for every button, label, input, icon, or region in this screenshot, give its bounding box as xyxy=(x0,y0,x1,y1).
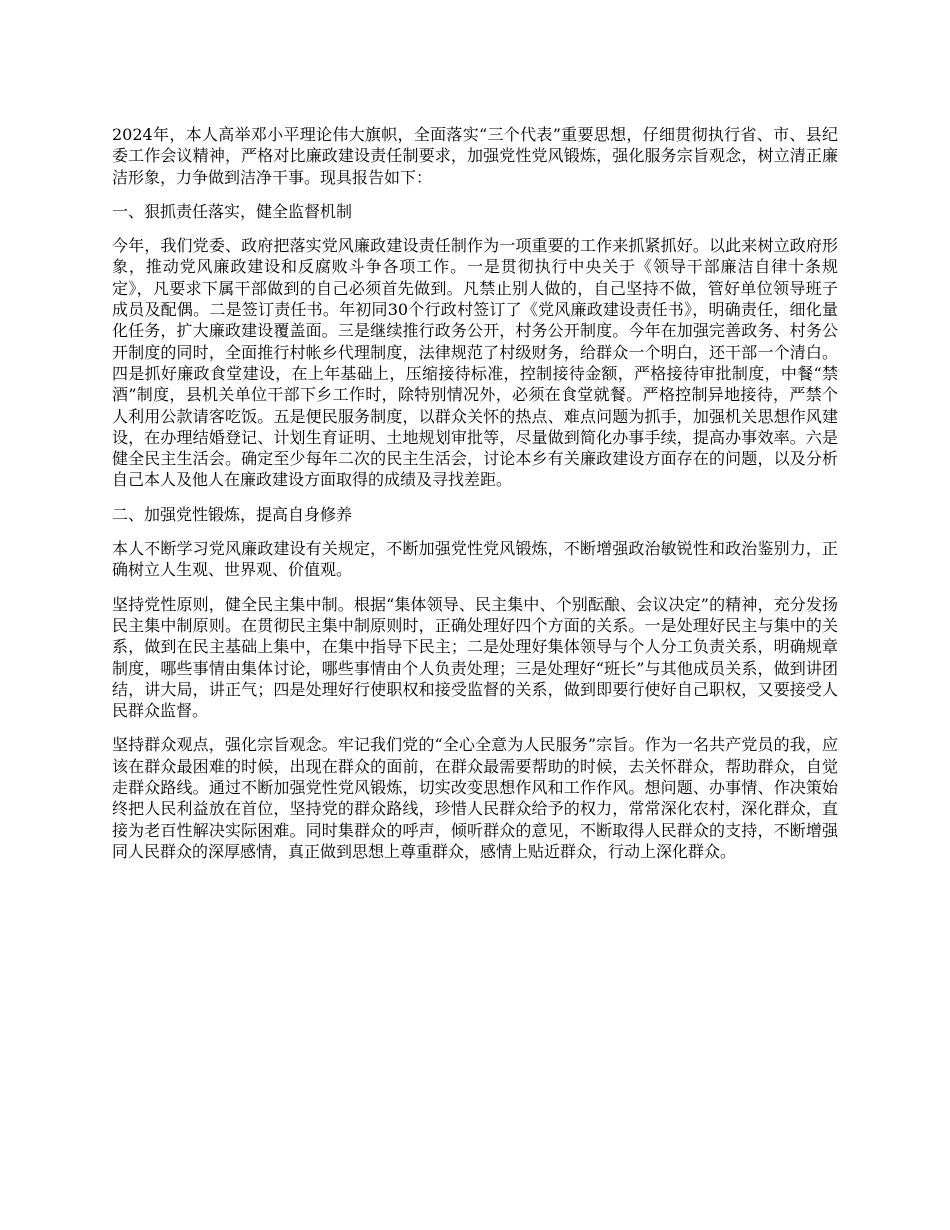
body-paragraph: 本人不断学习党风廉政建设有关规定，不断加强党性党风锻炼，不断增强政治敏锐性和政治鉴别力，正确树立人生观、世界观、价值观。 xyxy=(112,539,838,580)
section-heading-1: 一、狠抓责任落实，健全监督机制 xyxy=(112,201,353,221)
section-heading-2: 二、加强党性锻炼，提高自身修养 xyxy=(112,504,353,524)
document-body xyxy=(112,124,838,875)
intro-paragraph: 2024年，本人高举邓小平理论伟大旗帜，全面落实“三个代表”重要思想，仔细贯彻执行省、市、县纪委工作会议精神，严格对比廉政建设责任制要求，加强党性党风锻炼，强化服务宗旨观念，树立清正廉洁形象，力争做到洁净干事。现具报告如下： xyxy=(112,125,838,187)
body-paragraph: 坚持党性原则，健全民主集中制。根据“集体领导、民主集中、个别酝酿、会议决定”的精神，充分发扬民主集中制原则。在贯彻民主集中制原则时，正确处理好四个方面的关系。一是处理好民主与集中的关系，做到在民主基础上集中，在集中指导下民主；二是处理好集体领导与个人分工负责关系，明确规章制度，哪些事情由集体讨论，哪些事情由个人负责处理；三是处理好“班长”与其他成员关系，做到讲团结，讲大局，讲正气；四是处理好行使职权和接受监督的关系，做到即要行使好自己职权，又要接受人民群众监督。 xyxy=(112,594,838,721)
body-paragraph: 今年，我们党委、政府把落实党风廉政建设责任制作为一项重要的工作来抓紧抓好。以此来树立政府形象，推动党风廉政建设和反腐败斗争各项工作。一是贯彻执行中央关于《领导干部廉洁自律十条规定》，凡要求下属干部做到的自己必须首先做到。凡禁止别人做的，自己坚持不做，管好单位领导班子成员及配偶。二是签订责任书。年初同30个行政村签订了《党风廉政建设责任书》，明确责任，细化量化任务，扩大廉政建设覆盖面。三是继续推行政务公开，村务公开制度。今年在加强完善政务、村务公开制度的同时，全面推行村帐乡代理制度，法律规范了村级财务，给群众一个明白，还干部一个清白。四是抓好廉政食堂建设，在上年基础上，压缩接待标准，控制接待金额，严格接待审批制度，中餐“禁酒”制度，县机关单位干部下乡工作时，除特别情况外，必须在食堂就餐。严格控制异地接待，严禁个人利用公款请客吃饭。五是便民服务制度，以群众关怀的热点、难点问题为抓手，加强机关思想作风建设，在办理结婚登记、计划生育证明、土地规划审批等，尽量做到简化办事手续，提高办事效率。六是健全民主生活会。确定至少每年二次的民主生活会，讨论本乡有关廉政建设方面存在的问题，以及分析自己本人及他人在廉政建设方面取得的成绩及寻找差距。 xyxy=(112,236,838,490)
body-paragraph: 坚持群众观点，强化宗旨观念。牢记我们党的“全心全意为人民服务”宗旨。作为一名共产党员的我，应该在群众最困难的时候，出现在群众的面前，在群众最需要帮助的时候，去关怀群众，帮助群众，自觉走群众路线。通过不断加强党性党风锻炼，切实改变思想作风和工作作风。想问题、办事情、作决策始终把人民利益放在首位，坚持党的群众路线，珍惜人民群众给予的权力，常常深化农村，深化群众，直接为老百性解决实际困难。同时集群众的呼声，倾听群众的意见，不断取得人民群众的支持，不断增强同人民群众的深厚感情，真正做到思想上尊重群众，感情上贴近群众，行动上深化群众。 xyxy=(112,735,838,861)
